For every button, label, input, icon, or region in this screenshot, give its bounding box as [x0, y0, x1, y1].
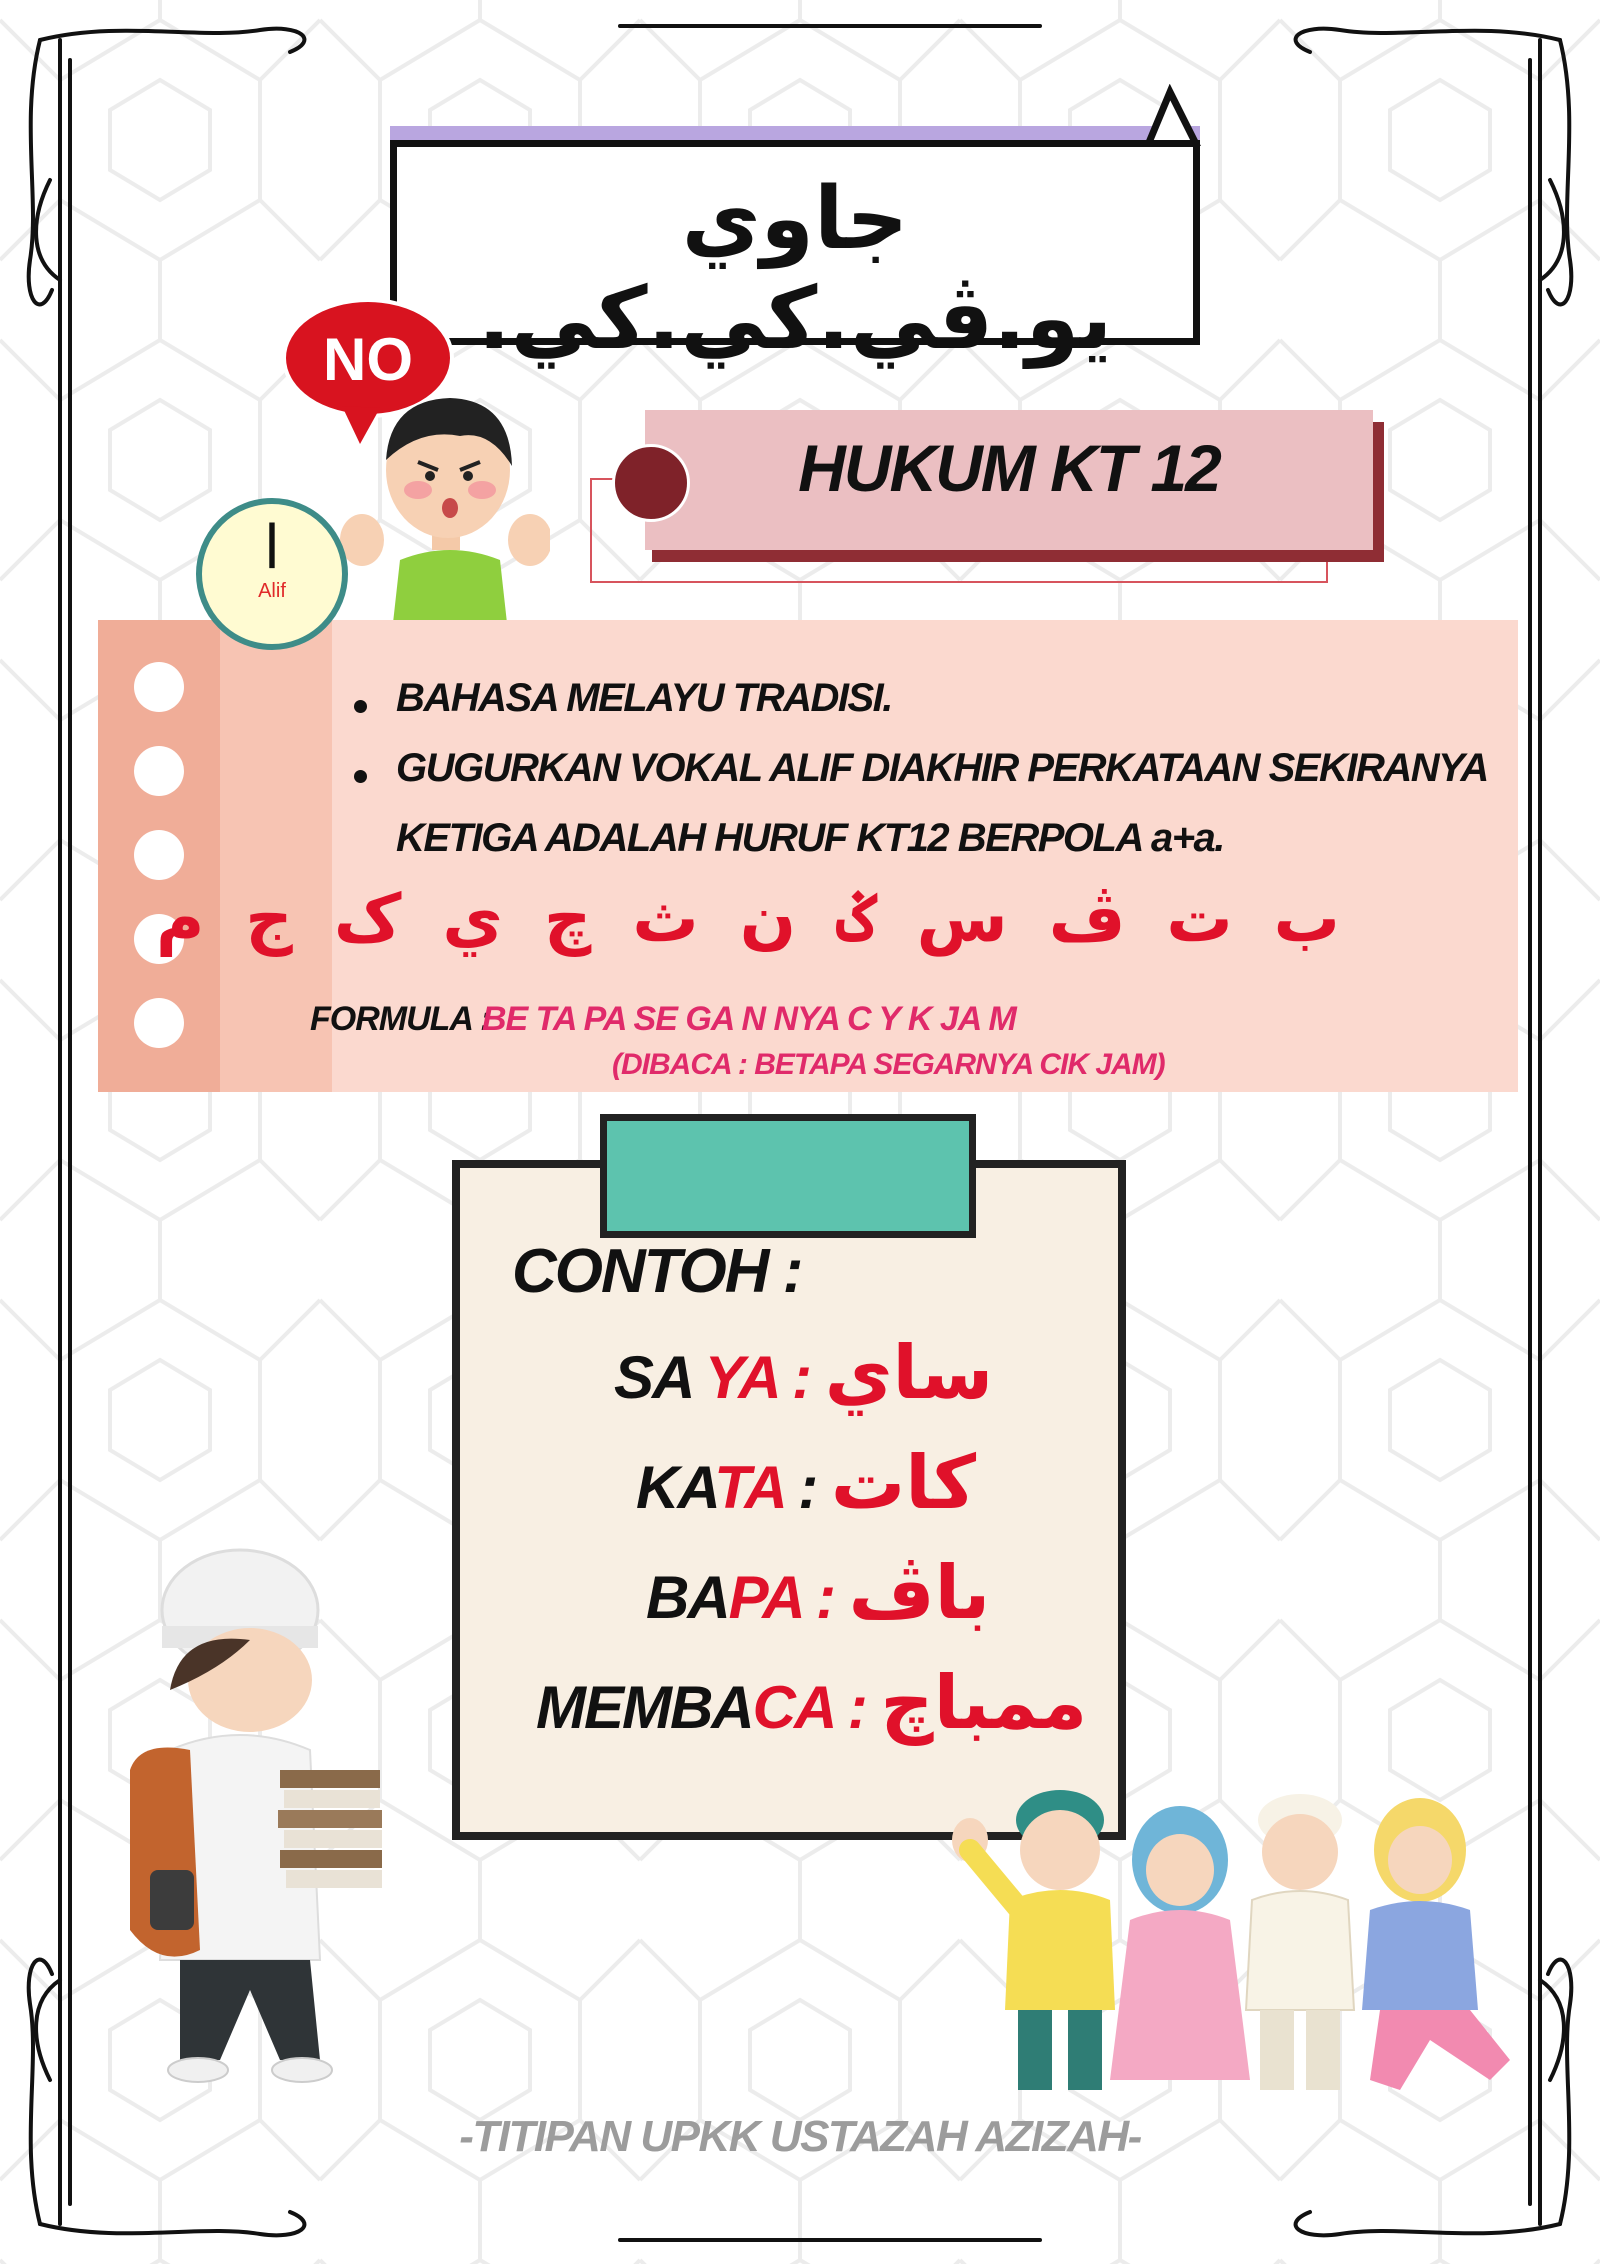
example-latin: KA	[636, 1454, 715, 1521]
example-latin: SA	[614, 1344, 705, 1411]
example-colon: :	[801, 1564, 849, 1631]
example-colon: :	[783, 1454, 831, 1521]
example-latin-highlight: YA	[704, 1344, 778, 1411]
example-jawi: کات	[830, 1440, 977, 1526]
example-latin-highlight: CA	[752, 1674, 834, 1741]
no-badge-text: NO	[323, 326, 413, 393]
formula-value: BE TA PA SE GA N NYA C Y K JA M	[482, 1000, 1016, 1038]
example-jawi: باڤ	[848, 1550, 991, 1636]
note-bullet-1: BAHASA MELAYU TRADISI.	[396, 676, 892, 720]
example-colon: :	[777, 1344, 825, 1411]
title-accent-bar	[390, 126, 1200, 140]
binder-hole-icon	[134, 998, 184, 1048]
example-colon: :	[833, 1674, 881, 1741]
alif-name: Alif	[258, 580, 286, 602]
children-group-illustration	[930, 1760, 1530, 2120]
formula-label: FORMULA :	[310, 1000, 491, 1038]
example-row	[636, 1440, 976, 1526]
example-jawi: ساي	[824, 1330, 994, 1416]
binder-hole-icon	[134, 662, 184, 712]
note-bullet-2-line-2: KETIGA ADALAH HURUF KT12 BERPOLA a+a.	[396, 816, 1224, 860]
examples-title: CONTOH :	[512, 1237, 802, 1306]
example-latin: MEMBA	[536, 1674, 753, 1741]
alif-badge	[196, 498, 348, 650]
formula-reading: (DIBACA : BETAPA SEGARNYA CIK JAM)	[612, 1048, 1165, 1081]
example-row	[536, 1660, 1087, 1746]
bullet-icon	[354, 770, 367, 783]
example-latin-highlight: PA	[728, 1564, 802, 1631]
example-row	[646, 1550, 990, 1636]
note-bullet-2-line-1: GUGURKAN VOKAL ALIF DIAKHIR PERKATAAN SEKIRANYA	[396, 746, 1488, 790]
title-box	[390, 140, 1200, 369]
example-row	[614, 1330, 993, 1416]
example-latin-highlight: TA	[714, 1454, 784, 1521]
examples-tab	[600, 1114, 976, 1238]
angry-boy-illustration	[340, 370, 550, 650]
binder-hole-icon	[134, 830, 184, 880]
alif-letter: ا	[263, 513, 281, 583]
heading-text: HUKUM KT 12	[798, 431, 1220, 505]
student-with-books-illustration	[110, 1530, 410, 2090]
example-jawi: ممباچ	[880, 1660, 1088, 1746]
kt12-letters: ب ت ڤ س ݢ ن ث چ ي ک ج م	[155, 880, 1340, 957]
bullet-icon	[354, 700, 367, 713]
example-latin: BA	[646, 1564, 729, 1631]
page-title: جاوي يو.ڤي.كي.كي.	[477, 169, 1113, 369]
footer-credit: -TITIPAN UPKK USTAZAH AZIZAH-	[459, 2112, 1141, 2161]
binder-hole-icon	[134, 746, 184, 796]
